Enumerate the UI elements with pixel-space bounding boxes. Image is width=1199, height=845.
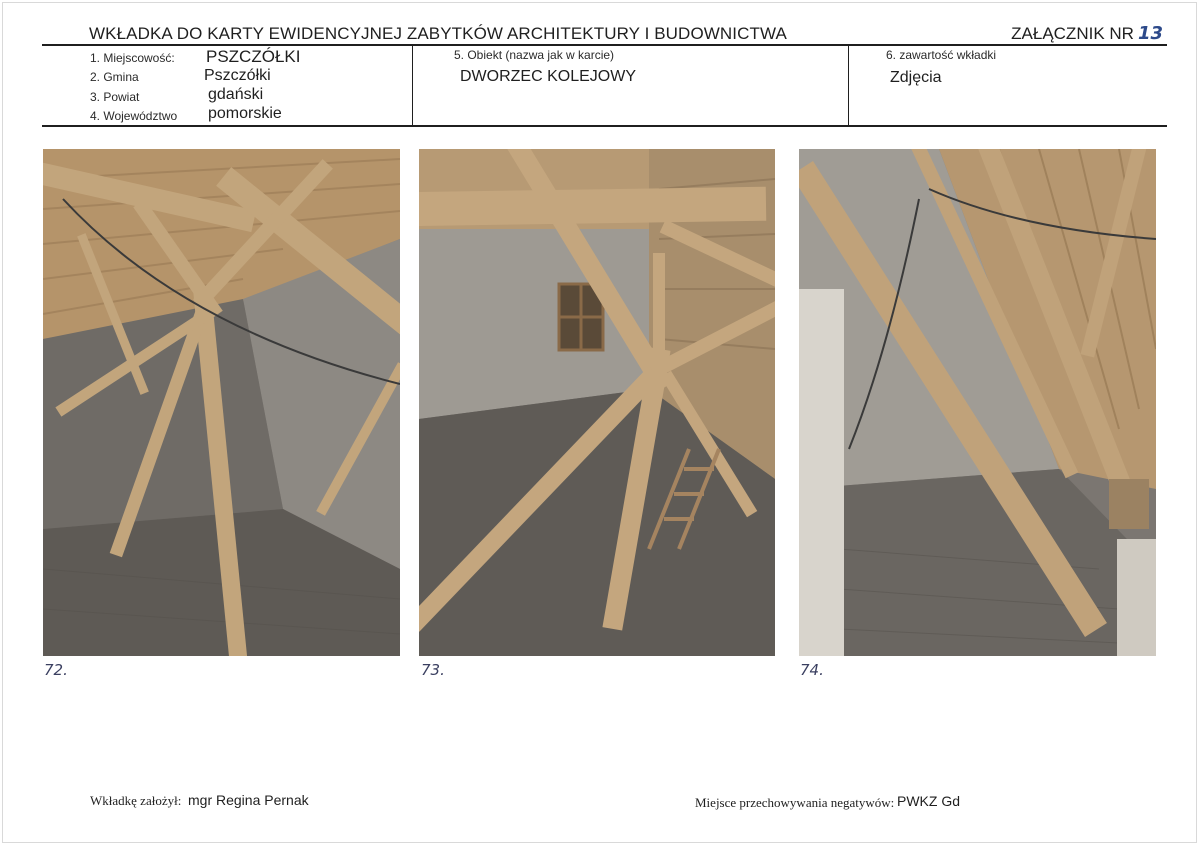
photo-attic-truss-72: [43, 149, 400, 656]
annex-number: [1011, 23, 1163, 44]
field-label-zawartosc: 6. zawartość wkładki: [886, 48, 997, 62]
field-value-powiat: gdański: [208, 86, 264, 103]
photo-attic-window-73: [419, 149, 775, 656]
header-divider-2: [848, 45, 849, 126]
header-rule-bottom: [42, 125, 1167, 127]
photo-number-74: 74.: [800, 661, 824, 679]
photo-number-72: 72.: [44, 661, 68, 679]
field-label-obiekt: 5. Obiekt (nazwa jak w karcie): [454, 48, 615, 62]
field-value-wojewodztwo: pomorskie: [208, 105, 282, 122]
field-value-obiekt: DWORZEC KOLEJOWY: [460, 68, 637, 85]
field-label-wojewodztwo: 4. Województwo: [90, 109, 178, 123]
document-title: WKŁADKA DO KARTY EWIDENCYJNEJ ZABYTKÓW ARCHITEKTURY I BUDOWNICTWA: [89, 24, 787, 43]
field-label-gmina: 2. Gmina: [90, 70, 139, 84]
field-value-zawartosc: Zdjęcia: [890, 69, 942, 86]
field-label-powiat: 3. Powiat: [90, 90, 140, 104]
negatives-label: Miejsce przechowywania negatywów:: [695, 795, 895, 810]
header-rule-top: [42, 44, 1167, 46]
field-label-miejscowosc: 1. Miejscowość:: [90, 51, 175, 65]
author-value: mgr Regina Pernak: [188, 792, 309, 808]
annex-handwritten-number: 13: [1137, 23, 1163, 44]
author-label: Wkładkę założył:: [90, 793, 182, 808]
annex-label: ZAŁĄCZNIK NR: [1011, 24, 1134, 43]
header-divider-1: [412, 45, 413, 126]
field-value-miejscowosc: PSZCZÓŁKI: [206, 47, 301, 66]
negatives-value: PWKZ Gd: [897, 793, 961, 809]
photo-attic-slope-74: [799, 149, 1156, 656]
field-value-gmina: Pszczółki: [204, 67, 271, 84]
photo-number-73: 73.: [421, 661, 445, 679]
